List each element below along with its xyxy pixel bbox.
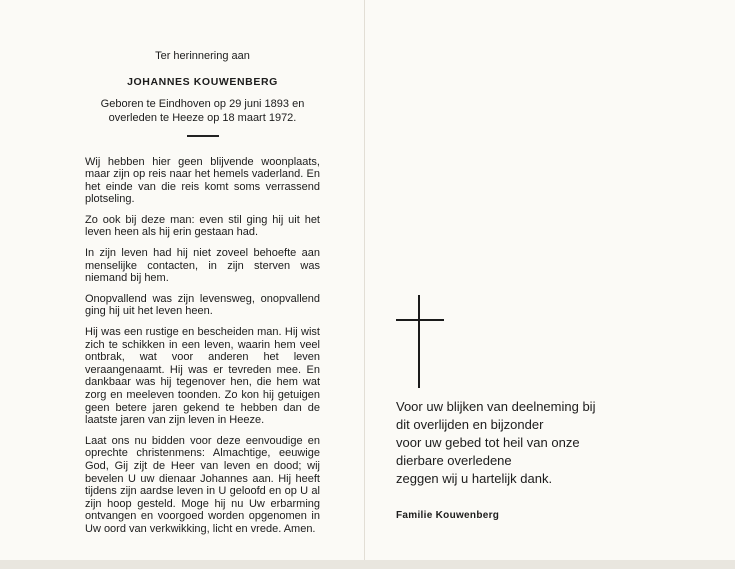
paragraph: Laat ons nu bidden voor deze eenvoudige en oprechte christenmens: Almachtige, eeuwige God, Gij zijt de Heer van leven en dood; wij bevelen U uw dienaar Johannes aan. Hij heeft tijdens zijn aardse leven in U geloofd en op U al zijn hoop gesteld. Moge hij nu Uw erbarming ontvangen en voorgoed worden opgenomen in Uw oord van verkwikking, licht en vrede. Amen. (85, 434, 320, 535)
paragraph: Zo ook bij deze man: even stil ging hij uit het leven heen als hij erin gestaan had. (85, 213, 320, 239)
thank-you-message (396, 398, 696, 488)
cross-icon (396, 295, 446, 390)
thanks-line: zeggen wij u hartelijk dank. (396, 471, 553, 486)
cross-horizontal-bar (396, 319, 444, 321)
thanks-line: dit overlijden en bijzonder (396, 417, 544, 432)
cross-vertical-bar (418, 295, 420, 388)
thanks-line: voor uw gebed tot heil van onze (396, 435, 580, 450)
deceased-name: JOHANNES KOUWENBERG (127, 76, 278, 88)
card-heading: Ter herinnering aan (155, 50, 250, 62)
family-signature: Familie Kouwenberg (396, 510, 500, 521)
fold-line (364, 0, 365, 569)
paragraph: In zijn leven had hij niet zoveel behoefte aan menselijke contacten, in zijn sterven was niemand bij hem. (85, 247, 320, 285)
thanks-line: Voor uw blijken van deelneming bij (396, 399, 596, 414)
card-bottom-edge (0, 560, 735, 569)
death-line: overleden te Heeze op 18 maart 1972. (108, 111, 297, 124)
paragraph: Onopvallend was zijn levensweg, onopvallend ging hij uit het leven heen. (85, 292, 320, 318)
paragraph: Wij hebben hier geen blijvende woonplaats, maar zijn op reis naar het hemels vaderland. En het einde van die reis komt soms verrassend plotseling. (85, 155, 320, 206)
divider-line (187, 135, 219, 137)
paragraph: Hij was een rustige en bescheiden man. Hij wist zich te schikken in een leven, waarin hem veel ontbrak, wat voor anderen het leven veraangenaamt. Hij was er tevreden mee. En dankbaar was hij tegenover hen, die hem wat zorg en meeleven toonden. Zo kon hij getuigen geen betere jaren gekend te hebben dan de laatste jaren van zijn leven in Heeze. (85, 326, 320, 427)
thanks-line: dierbare overledene (396, 453, 512, 468)
birth-line: Geboren te Eindhoven op 29 juni 1893 en (100, 98, 305, 110)
left-page (85, 50, 320, 544)
life-dates (85, 98, 320, 125)
memorial-text (85, 156, 320, 536)
